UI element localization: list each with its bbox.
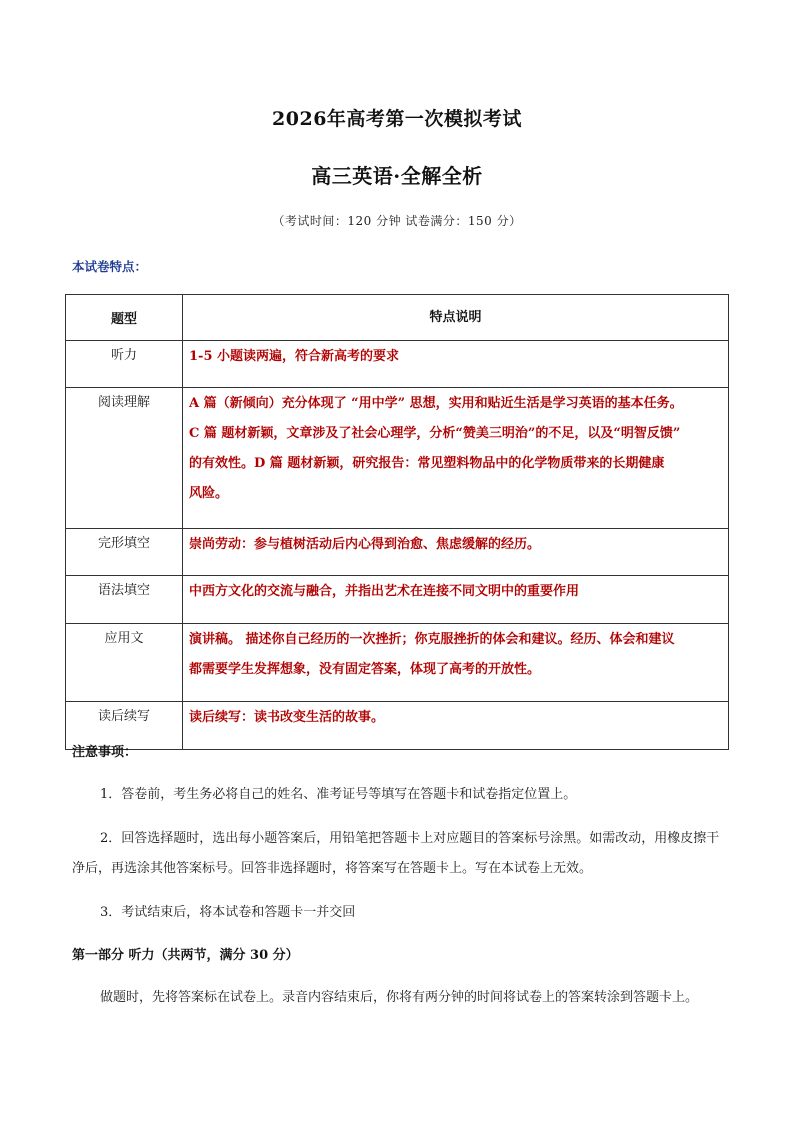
exam-subtitle: 高三英语·全解全析 (311, 164, 483, 188)
exam-title: 2026年高考第一次模拟考试 (272, 108, 522, 130)
row-desc-line: A 篇（新倾向）充分体现了 “用中学” 思想，实用和贴近生活是学习英语的基本任务。 (189, 396, 683, 411)
row-desc-line: 读后续写：读书改变生活的故事。 (189, 710, 385, 725)
header-cell-type: 题型 (66, 295, 183, 341)
row-type-cell (66, 529, 183, 576)
row-desc-line: 崇尚劳动：参与植树活动后内心得到治愈、焦虑缓解的经历。 (189, 537, 541, 552)
row-desc-line: 的有效性。D 篇 题材新颖，研究报告：常见塑料物品中的化学物质带来的长期健康 (189, 456, 665, 471)
row-desc-cell (183, 576, 729, 624)
table-row (66, 624, 729, 702)
row-desc-cell (183, 388, 729, 529)
row-type-label: 阅读理解 (97, 395, 150, 410)
row-desc-line: 中西方文化的交流与融合，并指出艺术在连接不同文明中的重要作用 (189, 584, 580, 599)
header-cell-desc: 特点说明 (183, 295, 729, 341)
row-desc-cell (183, 702, 729, 750)
row-type-label: 完形填空 (97, 536, 150, 551)
row-desc-cell (183, 529, 729, 576)
table-row (66, 529, 729, 576)
part1-instruction: 做题时，先将答案标在试卷上。录音内容结束后，你将有两分钟的时间将试卷上的答案转涂到答题卡上。 (100, 990, 699, 1005)
table-row (66, 388, 729, 529)
notice-item: 2．回答选择题时，选出每小题答案后，用铅笔把答题卡上对应题目的答案标号涂黑。如需改动，用橡皮擦干净后，再选涂其他答案标号。回答非选择题时，将答案写在答题卡上。写在本试卷上无效。 (72, 831, 720, 876)
features-label: 本试卷特点： (72, 259, 148, 274)
table-row (66, 702, 729, 750)
table-row (66, 576, 729, 624)
notice-item: 1．答卷前，考生务必将自己的姓名、准考证号等填写在答题卡和试卷指定位置上。 (100, 787, 577, 802)
row-desc-line: 风险。 (189, 486, 229, 501)
row-type-cell (66, 576, 183, 624)
table-row (66, 341, 729, 388)
row-type-label: 语法填空 (97, 583, 150, 598)
row-type-cell (66, 624, 183, 702)
row-desc-line: 都需要学生发挥想象，没有固定答案，体现了高考的开放性。 (189, 662, 541, 677)
row-desc-line: C 篇 题材新颖，文章涉及了社会心理学，分析“赞美三明治”的不足，以及“明智反馈” (189, 426, 681, 441)
notice-heading: 注意事项： (72, 745, 138, 760)
row-type-cell (66, 388, 183, 529)
row-type-cell (66, 341, 183, 388)
table-header-row (66, 295, 729, 341)
row-desc-cell (183, 624, 729, 702)
row-desc-line: 1-5 小题读两遍，符合新高考的要求 (189, 349, 400, 364)
row-type-label: 读后续写 (97, 709, 150, 724)
row-desc-line: 演讲稿。 描述你自己经历的一次挫折；你克服挫折的体会和建议。经历、体会和建议 (189, 632, 675, 647)
part1-heading: 第一部分 听力（共两节，满分 30 分） (72, 948, 299, 963)
exam-info: （考试时间：120 分钟 试卷满分：150 分） (272, 214, 522, 228)
row-type-label: 应用文 (104, 631, 144, 646)
row-desc-cell (183, 341, 729, 388)
notice-item: 3．考试结束后，将本试卷和答题卡一并交回 (100, 905, 356, 920)
row-type-label: 听力 (110, 348, 137, 363)
features-table (65, 294, 729, 750)
